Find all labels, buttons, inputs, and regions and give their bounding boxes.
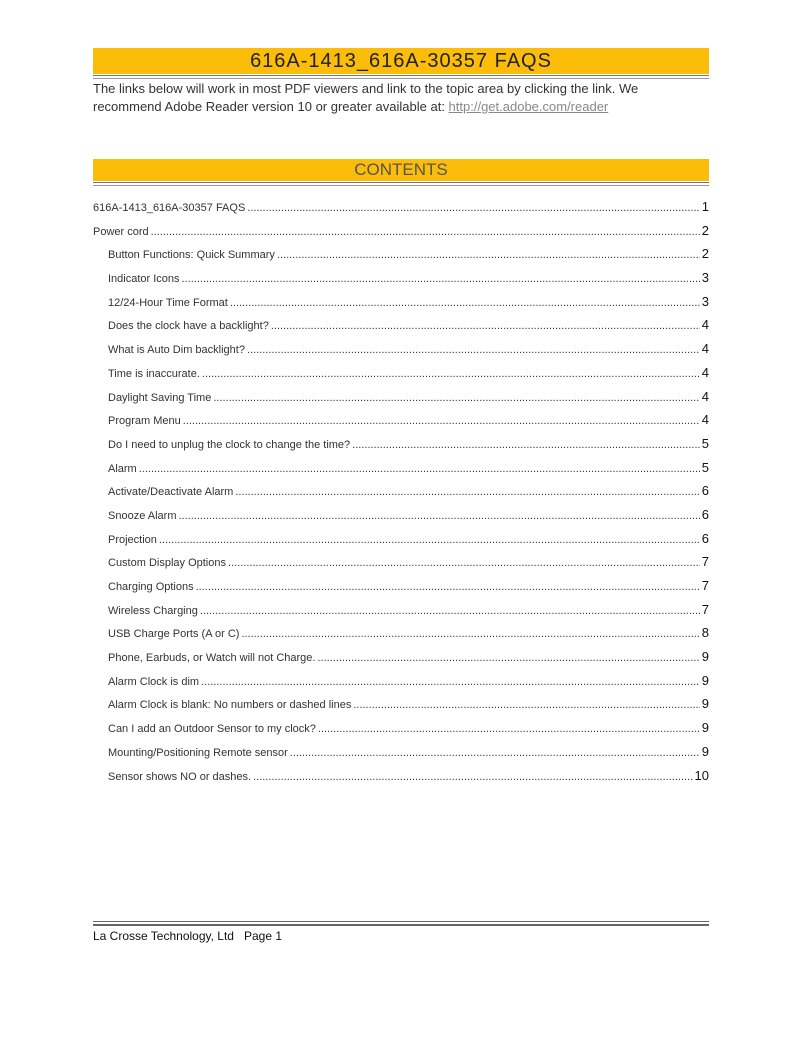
toc-entry[interactable] — [93, 223, 709, 247]
toc-entry-label: USB Charge Ports (A or C) — [108, 628, 240, 641]
toc-entry[interactable] — [93, 649, 709, 673]
toc-entry-page: 7 — [701, 601, 709, 617]
intro-text: The links below will work in most PDF viewers and link to the topic area by clicking the link. We recommend Adobe Reader version 10 or greater available at: — [93, 81, 639, 114]
toc-entry-label: Alarm Clock is blank: No numbers or dashed lines — [108, 699, 352, 712]
toc-entry[interactable] — [93, 578, 709, 602]
toc-entry-label: Mounting/Positioning Remote sensor — [108, 746, 288, 759]
toc-entry-page: 4 — [701, 341, 709, 357]
toc-leader-dots — [200, 605, 700, 617]
toc-leader-dots — [183, 415, 700, 427]
toc-entry-label: Power cord — [93, 225, 149, 238]
document-title-banner — [93, 48, 709, 74]
toc-leader-dots — [235, 486, 699, 498]
toc-entry-page: 8 — [701, 625, 709, 641]
toc-leader-dots — [317, 652, 699, 664]
toc-entry-label: Custom Display Options — [108, 557, 226, 570]
toc-entry[interactable] — [93, 436, 709, 460]
toc-leader-dots — [230, 297, 700, 309]
toc-entry-page: 4 — [701, 364, 709, 380]
toc-entry-label: Daylight Saving Time — [108, 391, 212, 404]
table-of-contents — [93, 199, 709, 791]
toc-entry-label: Does the clock have a backlight? — [108, 320, 269, 333]
toc-entry-label: Indicator Icons — [108, 273, 180, 286]
contents-heading: CONTENTS — [354, 160, 448, 179]
toc-entry-label: 616A-1413_616A-30357 FAQS — [93, 202, 246, 214]
toc-leader-dots — [201, 676, 700, 688]
toc-leader-dots — [159, 534, 700, 546]
toc-entry-page: 6 — [701, 506, 709, 522]
toc-leader-dots — [178, 510, 699, 522]
toc-entry-page: 4 — [701, 412, 709, 428]
toc-entry-page: 2 — [701, 246, 709, 262]
toc-leader-dots — [241, 628, 699, 640]
adobe-reader-link[interactable]: http://get.adobe.com/reader — [448, 99, 609, 114]
footer-page-number: Page 1 — [244, 929, 283, 943]
toc-entry[interactable] — [93, 199, 709, 223]
toc-entry[interactable] — [93, 554, 709, 578]
toc-entry-label: Activate/Deactivate Alarm — [108, 486, 234, 499]
toc-entry-label: Alarm — [108, 462, 137, 475]
toc-entry-label: Charging Options — [108, 581, 194, 593]
toc-entry[interactable] — [93, 270, 709, 294]
toc-entry-page: 3 — [701, 270, 709, 286]
toc-leader-dots — [352, 439, 700, 451]
toc-leader-dots — [202, 368, 700, 380]
contents-heading-banner — [93, 159, 709, 181]
toc-leader-dots — [151, 226, 700, 238]
toc-entry-page: 4 — [701, 388, 709, 404]
page-footer — [93, 929, 282, 943]
title-rule-1 — [93, 75, 709, 76]
toc-entry-page: 6 — [701, 530, 709, 546]
footer-rule-1 — [93, 921, 709, 922]
toc-leader-dots — [247, 344, 700, 356]
toc-leader-dots — [196, 581, 700, 593]
toc-entry[interactable] — [93, 294, 709, 318]
toc-entry[interactable] — [93, 768, 709, 792]
toc-entry-label: Do I need to unplug the clock to change the time? — [108, 438, 351, 451]
toc-entry-label: Projection — [108, 533, 157, 546]
toc-leader-dots — [182, 273, 700, 285]
toc-leader-dots — [228, 557, 700, 569]
toc-entry[interactable] — [93, 460, 709, 484]
toc-entry-page: 7 — [701, 578, 709, 593]
toc-entry-label: Alarm Clock is dim — [108, 675, 200, 688]
toc-entry[interactable] — [93, 341, 709, 365]
toc-entry[interactable] — [93, 412, 709, 436]
toc-entry-label: Button Functions: Quick Summary — [108, 249, 275, 262]
toc-entry-page: 9 — [701, 649, 709, 665]
document-title: 616A-1413_616A-30357 FAQS — [250, 50, 552, 72]
footer-company: La Crosse Technology, Ltd — [93, 929, 234, 943]
toc-entry[interactable] — [93, 673, 709, 697]
toc-entry-page: 7 — [701, 554, 709, 570]
toc-entry-page: 5 — [701, 435, 709, 451]
toc-leader-dots — [253, 771, 692, 783]
toc-entry[interactable] — [93, 507, 709, 531]
toc-leader-dots — [353, 699, 699, 711]
toc-entry-page: 3 — [701, 293, 709, 309]
toc-leader-dots — [277, 249, 700, 261]
toc-entry-label: Phone, Earbuds, or Watch will not Charge. — [108, 652, 316, 665]
toc-entry-label: Program Menu — [108, 415, 181, 428]
toc-entry[interactable] — [93, 483, 709, 507]
toc-leader-dots — [247, 202, 699, 214]
toc-entry[interactable] — [93, 720, 709, 744]
toc-entry[interactable] — [93, 365, 709, 389]
toc-entry-page: 9 — [701, 672, 709, 688]
toc-entry-label: Sensor shows NO or dashes. — [108, 770, 252, 783]
toc-entry-page: 2 — [701, 222, 709, 238]
contents-rule-2 — [93, 185, 709, 186]
contents-rule-1 — [93, 182, 709, 183]
toc-entry-page: 9 — [701, 743, 709, 759]
footer-rule-2 — [93, 924, 709, 926]
toc-leader-dots — [213, 392, 699, 404]
toc-entry[interactable] — [93, 531, 709, 555]
toc-entry-label: Can I add an Outdoor Sensor to my clock? — [108, 723, 316, 736]
toc-entry[interactable] — [93, 602, 709, 626]
toc-entry[interactable] — [93, 625, 709, 649]
toc-entry-label: 12/24-Hour Time Format — [108, 296, 228, 309]
toc-entry-page: 9 — [701, 696, 709, 712]
toc-entry-page: 6 — [701, 483, 709, 499]
intro-paragraph — [93, 80, 709, 116]
toc-entry-page: 10 — [694, 767, 709, 783]
toc-entry[interactable] — [93, 744, 709, 768]
toc-entry[interactable] — [93, 389, 709, 413]
toc-entry-label: Wireless Charging — [108, 604, 198, 617]
toc-leader-dots — [290, 747, 700, 759]
toc-entry-page: 9 — [701, 720, 709, 736]
toc-entry[interactable] — [93, 696, 709, 720]
toc-entry-label: Time is inaccurate. — [108, 367, 200, 380]
title-rule-2 — [93, 78, 709, 79]
toc-leader-dots — [139, 463, 700, 475]
toc-entry[interactable] — [93, 246, 709, 270]
toc-entry[interactable] — [93, 317, 709, 341]
toc-entry-page: 5 — [701, 459, 709, 475]
toc-entry-label: Snooze Alarm — [108, 509, 177, 522]
toc-entry-label: What is Auto Dim backlight? — [108, 344, 245, 357]
toc-leader-dots — [318, 723, 700, 735]
toc-entry-page: 4 — [701, 317, 709, 333]
toc-leader-dots — [271, 320, 700, 332]
toc-entry-page: 1 — [701, 199, 709, 214]
